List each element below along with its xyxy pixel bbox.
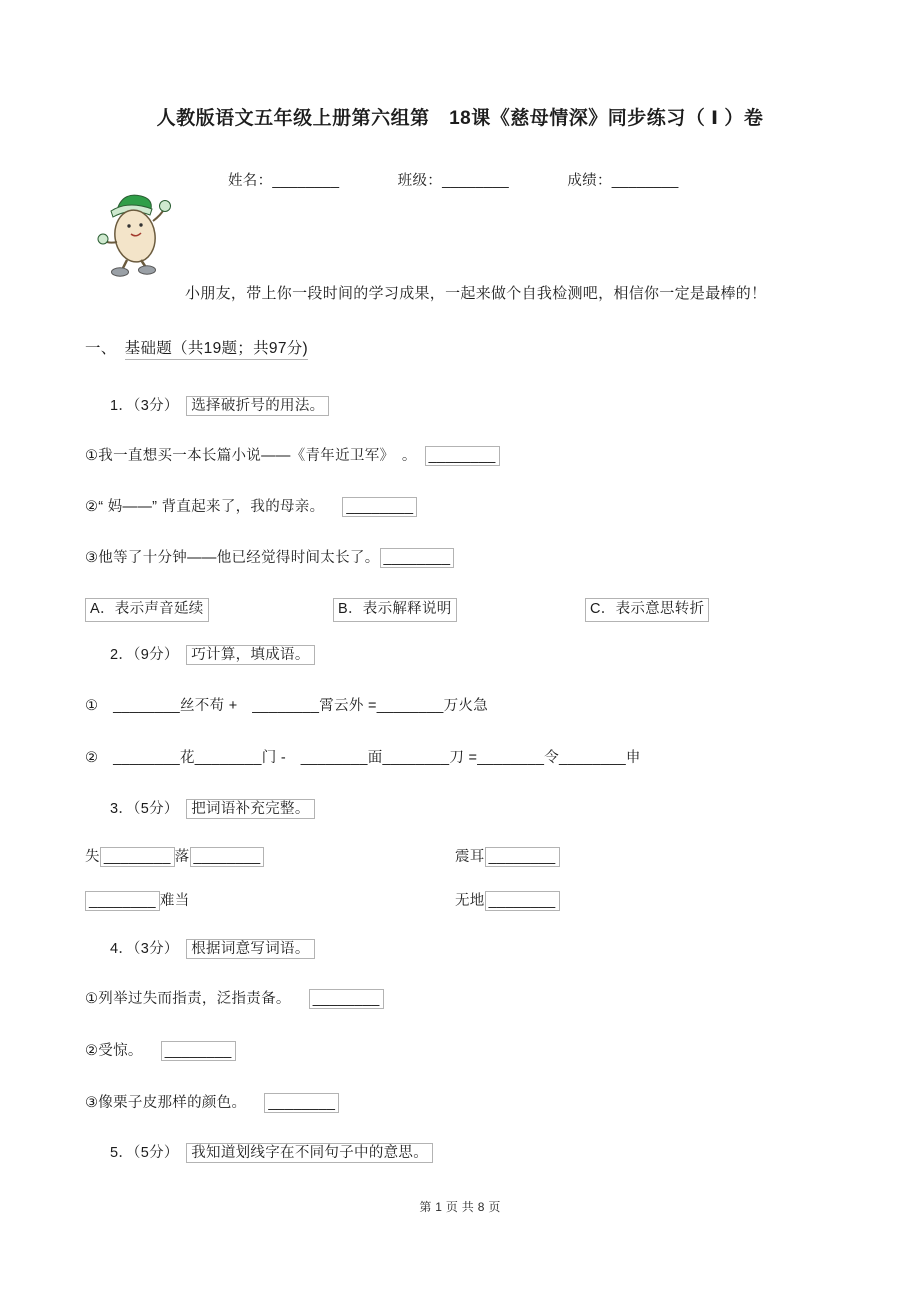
- question-3-instruction: 把词语补充完整。: [186, 799, 314, 819]
- section-number: 一、: [85, 340, 125, 357]
- question-1-instruction: 选择破折号的用法。: [186, 396, 329, 416]
- question-1-number: 1．（3分）: [110, 398, 187, 414]
- question-4-item-1-blank: ________: [309, 989, 384, 1009]
- question-5: [110, 1144, 433, 1164]
- question-3-r1l-text1: 失: [85, 849, 100, 865]
- question-1-item-3: [85, 549, 454, 569]
- question-1-item-2-blank: ________: [342, 497, 417, 517]
- intro-text: 小朋友，带上你一段时间的学习成果，一起来做个自我检测吧，相信你一定是最棒的！: [185, 285, 767, 302]
- question-2-item-2: ② ________花________门 - ________面________刀 =________令________申: [85, 750, 641, 766]
- question-3-row2-left: [85, 892, 190, 912]
- score-field: 成绩：________: [567, 173, 679, 189]
- question-4-item-1: [85, 990, 384, 1010]
- question-4-item-3: [85, 1094, 339, 1114]
- question-2: [110, 646, 315, 666]
- question-3-r2r-text: 无地: [455, 893, 485, 909]
- question-3-r1r-blank: ________: [485, 847, 560, 867]
- question-1-item-2-text: ②“ 妈——” 背直起来了，我的母亲。: [85, 499, 325, 515]
- class-field: 班级：________: [397, 173, 509, 189]
- question-2-number: 2．（9分）: [110, 647, 187, 663]
- question-4-item-2-text: ②受惊。: [85, 1043, 143, 1059]
- question-4-instruction: 根据词意写词语。: [186, 939, 314, 959]
- section-title: 基础题（共19题；共97分): [125, 340, 308, 360]
- question-3-row1-right: [455, 848, 560, 868]
- question-1-item-2: [85, 498, 417, 518]
- mascot-cartoon-icon: [96, 190, 178, 280]
- question-4-item-2: [85, 1042, 236, 1062]
- question-3-r1r-text: 震耳: [455, 849, 485, 865]
- question-3-r2r-blank: ________: [485, 891, 560, 911]
- question-1-item-3-text: ③他等了十分钟——他已经觉得时间太长了。: [85, 550, 380, 566]
- question-4-number: 4．（3分）: [110, 941, 187, 957]
- question-1-item-1: [85, 447, 500, 467]
- question-3-r1l-text2: 落: [174, 849, 190, 865]
- question-1-item-3-blank: ________: [380, 548, 455, 568]
- question-4-item-1-text: ①列举过失而指责，泛指责备。: [85, 991, 291, 1007]
- question-4: [110, 940, 315, 960]
- question-4-item-3-blank: ________: [264, 1093, 339, 1113]
- question-1: [110, 397, 329, 417]
- question-3-r1l-blank1: ________: [100, 847, 175, 867]
- question-1-item-1-blank: ________: [425, 446, 500, 466]
- question-1-option-b: B．表示解释说明: [333, 598, 457, 622]
- section-header: [85, 339, 308, 360]
- question-3-row1-left: [85, 848, 264, 868]
- question-3-row2-right: [455, 892, 560, 912]
- question-3: [110, 800, 315, 820]
- question-3-number: 3．（5分）: [110, 801, 187, 817]
- question-2-item-1: ① ________丝不苟 + ________霄云外 =________万火急: [85, 698, 489, 714]
- question-1-option-c: C．表示意思转折: [585, 598, 709, 622]
- question-4-item-2-blank: ________: [161, 1041, 236, 1061]
- student-fields-row: [228, 172, 679, 192]
- name-field: 姓名：________: [228, 173, 340, 189]
- page-footer: 第 1 页 共 8 页: [419, 1200, 501, 1214]
- question-3-r2l-blank: ________: [85, 891, 160, 911]
- question-2-instruction: 巧计算，填成语。: [186, 645, 314, 665]
- question-5-number: 5．（5分）: [110, 1145, 187, 1161]
- question-3-r2l-text: 难当: [159, 893, 190, 909]
- question-3-r1l-blank2: ________: [190, 847, 265, 867]
- question-1-option-a: A．表示声音延续: [85, 598, 209, 622]
- question-5-instruction: 我知道划线字在不同句子中的意思。: [186, 1143, 433, 1163]
- doc-title: 人教版语文五年级上册第六组第 18课《慈母情深》同步练习（ Ⅰ ）卷: [156, 108, 764, 129]
- question-1-item-1-text: ①我一直想买一本长篇小说——《青年近卫军》 。: [85, 448, 417, 464]
- question-4-item-3-text: ③像栗子皮那样的颜色。: [85, 1095, 247, 1111]
